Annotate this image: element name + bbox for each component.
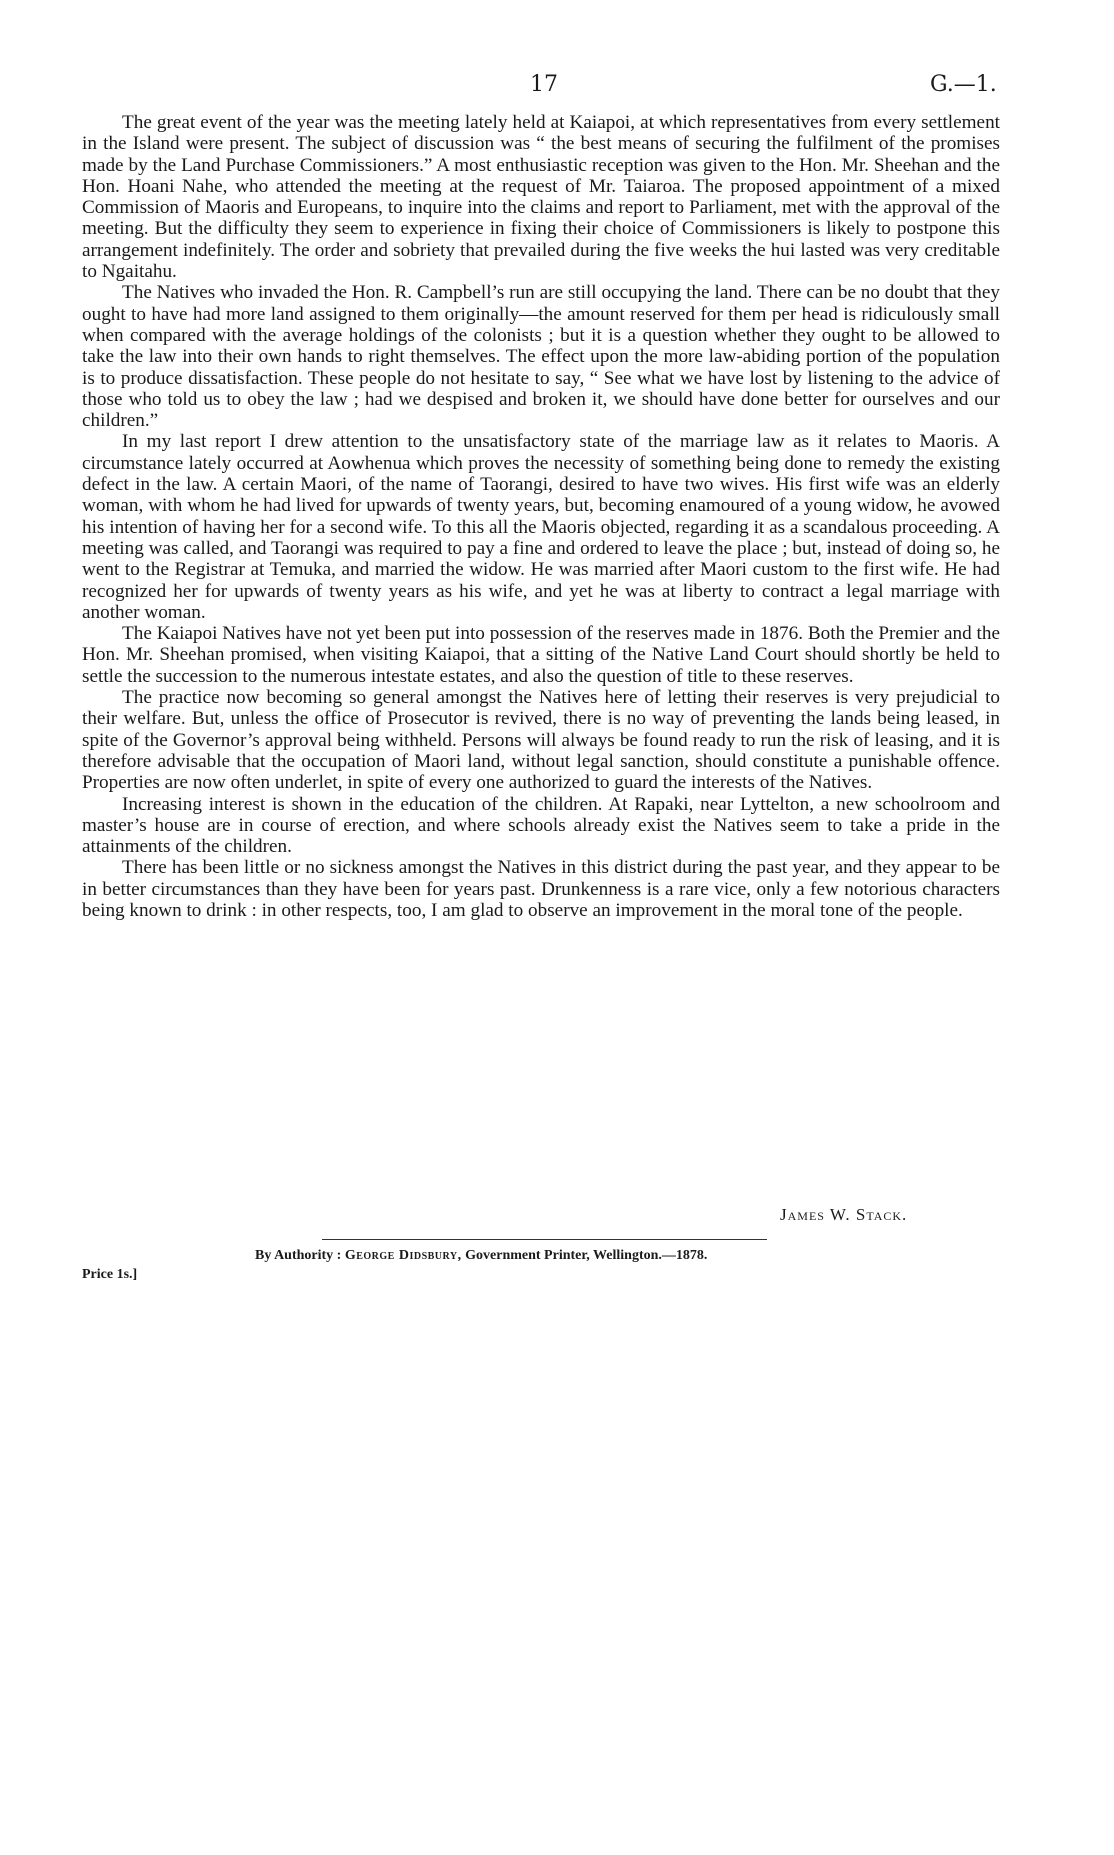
paragraph-education: Increasing interest is shown in the education of the children. At Rapaki, near Lyttelton, a new schoolroom and master’s house are in course of erection, and where schools already exist the Natives seem to take a pride in the attainments of the children. xyxy=(82,793,1000,858)
paragraph-kaiapoi-reserves: The Kaiapoi Natives have not yet been put into possession of the reserves made in 1876. Both the Premier and the Hon. Mr. Sheehan promised, when visiting Kaiapoi, that a sitting of the Native Land Court should shortly be held to settle the succession to the numerous intestate estates, and also the question of title to these reserves. xyxy=(82,623,1000,687)
price-note: Price 1s.] xyxy=(82,1267,138,1282)
paragraph-campbell-run: The Natives who invaded the Hon. R. Campbell’s run are still occupying the land. There can be no doubt that they ought to have had more land assigned to them originally—the amount reserved for them per head is ridiculously small when compared with the average holdings of the colonists ; but it is a question whether they ought to be allowed to take the law into their own hands to right themselves. The effect upon the more law-abiding portion of the population is to produce dissatisfaction. These people do not hesitate to say, “ See what we have lost by listening to the advice of those who told us to obey the law ; had we despised and broken it, we should have done better for ourselves and our children.” xyxy=(82,282,1000,432)
page-reference: G.—1. xyxy=(930,72,997,97)
imprint-suffix: Government Printer, Wellington.—1878. xyxy=(465,1248,708,1263)
paragraph-marriage-law: In my last report I drew attention to the unsatisfactory state of the marriage law as it relates to Maoris. A circumstance lately occurred at Aowhenua which proves the necessity of something being done to remedy the existing defect in the law. A certain Maori, of the name of Taorangi, desired to have two wives. His first wife was an elderly woman, with whom he had lived for upwards of twenty years, but, becoming enamoured of a young widow, he avowed his intention of having her for a second wife. To this all the Maoris objected, regarding it as a scandalous proceeding. A meeting was called, and Taorangi was required to pay a fine and ordered to leave the place ; but, instead of doing so, he went to the Registrar at Temuka, and married the widow. He was married after Maori custom to the first wife. He had recognized her for upwards of twenty years as his wife, and yet he was at liberty to contract a legal marriage with another woman. xyxy=(82,431,1000,623)
paragraph-health: There has been little or no sickness amongst the Natives in this district during the past year, and they appear to be in better circumstances than they have been for years past. Drunkenness is a rare vice, only a few notorious characters being known to drink : in other respects, too, I am glad to observe an improvement in the moral tone of the people. xyxy=(82,857,1000,921)
footer-rule xyxy=(322,1239,767,1240)
page-number: 17 xyxy=(530,72,558,97)
signature: James W. Stack. xyxy=(780,1205,908,1224)
printer-name: George Didsbury, xyxy=(344,1248,462,1263)
paragraph-kaiapoi-meeting: The great event of the year was the meeting lately held at Kaiapoi, at which representatives from every settlement in the Island were present. The subject of discussion was “ the best means of securing the fulfilment of the promises made by the Land Purchase Commissioners.” A most enthusiastic reception was given to the Hon. Mr. Sheehan and the Hon. Hoani Nahe, who attended the meeting at the request of Mr. Taiaroa. The proposed appointment of a mixed Commission of Maoris and Europeans, to inquire into the claims and report to Parliament, met with the approval of the meeting. But the difficulty they seem to experience in fixing their choice of Commissioners is likely to postpone this arrangement indefinitely. The order and sobriety that prevailed during the five weeks the hui lasted was very creditable to Ngaitahu. xyxy=(82,112,1000,283)
imprint-line xyxy=(255,1248,707,1264)
report-body xyxy=(82,112,1000,921)
imprint-prefix: By Authority : xyxy=(255,1248,342,1263)
paragraph-letting-reserves: The practice now becoming so general amongst the Natives here of letting their reserves is very prejudicial to their welfare. But, unless the office of Prosecutor is revived, there is no way of preventing the lands being leased, in spite of the Governor’s approval being withheld. Persons will always be found ready to run the risk of leasing, and it is therefore advisable that the occupation of Maori land, without legal sanction, should constitute a punishable offence. Properties are now often underlet, in spite of every one authorized to guard the interests of the Natives. xyxy=(82,687,1000,794)
